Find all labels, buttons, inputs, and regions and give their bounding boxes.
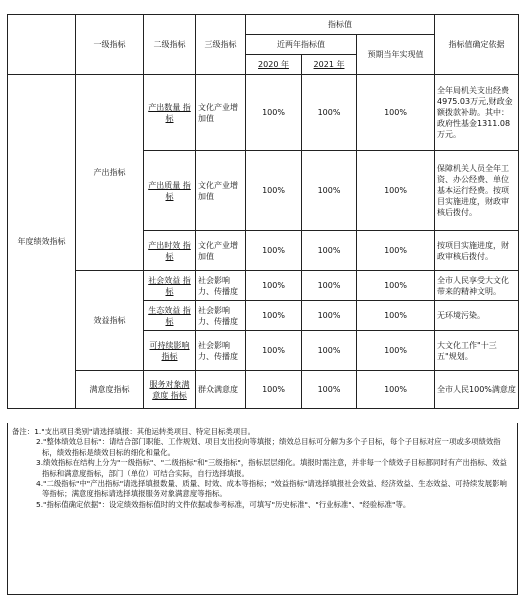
level2-cell: 产出时效 指标: [144, 231, 196, 271]
value-2021: 100%: [302, 271, 357, 301]
note-line: 3.绩效指标在结构上分为"一级指标"、"二级指标"和"三级指标"，指标层层细化。填报时需注意，并非每一个绩效子目标都同时有产出指标、效益指标和满意度指标，部门（单位）可结合实际，自行选择填报。: [36, 458, 507, 478]
level2-cell: 产出数量 指标: [144, 75, 196, 151]
table-row: [8, 75, 519, 151]
table-row: [8, 371, 519, 409]
value-2020: 100%: [246, 301, 302, 331]
note-line: 4."二级指标"中"产出指标"请选择填报数量、质量、时效、成本等指标；"效益指标"请选择填报社会效益、经济效益、生态效益、可持续发展影响等指标；满意度指标请选择填报服务对象满意度等指标。: [36, 479, 507, 499]
level1-satisfaction: 满意度指标: [76, 371, 144, 409]
value-2021: 100%: [302, 151, 357, 231]
header-year-2021: 2021 年: [302, 55, 357, 75]
notes-label: 备注：: [12, 427, 35, 436]
level3-cell: 文化产业增加值: [196, 75, 246, 151]
performance-indicator-table: [7, 14, 519, 409]
level3-cell: 社会影响力、传播度: [196, 301, 246, 331]
header-expected: 预期当年实现值: [357, 35, 435, 75]
header-level3: 三级指标: [196, 15, 246, 75]
value-2020: 100%: [246, 271, 302, 301]
note-line: 2."整体绩效总目标"：请结合部门职能、工作规划、项目支出投向等填报；绩效总目标可分解为多个子目标，每个子目标对应一项或多项绩效指标，绩效指标是绩效目标的细化和量化。: [36, 437, 501, 457]
level1-output: 产出指标: [76, 75, 144, 271]
basis-cell: 无环境污染。: [435, 301, 519, 331]
value-expected: 100%: [357, 151, 435, 231]
level2-cell: 可持续影响 指标: [144, 331, 196, 371]
value-2020: 100%: [246, 75, 302, 151]
basis-cell: 大文化工作"十三五"规划。: [435, 331, 519, 371]
corner-cell: [8, 15, 76, 75]
value-2021: 100%: [302, 301, 357, 331]
level1-benefit: 效益指标: [76, 271, 144, 371]
level3-cell: 文化产业增加值: [196, 151, 246, 231]
value-2020: 100%: [246, 151, 302, 231]
row-group-label: 年度绩效指标: [8, 75, 76, 409]
level2-cell: 产出质量 指标: [144, 151, 196, 231]
value-2021: 100%: [302, 371, 357, 409]
value-expected: 100%: [357, 75, 435, 151]
header-level1: 一级指标: [76, 15, 144, 75]
level3-cell: 文化产业增加值: [196, 231, 246, 271]
header-recent-two-years: 近两年指标值: [246, 35, 357, 55]
level2-cell: 服务对象满意度 指标: [144, 371, 196, 409]
value-expected: 100%: [357, 271, 435, 301]
basis-cell: 全年局机关支出经费4975.03万元,财政金额拨款补助。其中：政府性基金1311.08万元。: [435, 75, 519, 151]
header-year-2020: 2020 年: [246, 55, 302, 75]
header-level2: 二级指标: [144, 15, 196, 75]
value-2020: 100%: [246, 371, 302, 409]
note-line: 1."支出项目类别"请选择填报：其他运转类项目、特定目标类项目。: [34, 427, 255, 436]
value-2021: 100%: [302, 75, 357, 151]
note-line: 5."指标值确定依据"：设定绩效指标值时的文件依据或参考标准，可填写"历史标准"、"行业标准"、"经验标准"等。: [36, 499, 411, 509]
value-2021: 100%: [302, 231, 357, 271]
table-row: [8, 271, 519, 301]
value-expected: 100%: [357, 301, 435, 331]
notes-section: [7, 423, 518, 595]
value-expected: 100%: [357, 371, 435, 409]
basis-cell: 按项目实施进度，财政审核后拨付。: [435, 231, 519, 271]
value-2021: 100%: [302, 331, 357, 371]
basis-cell: 全市人民100%满意度: [435, 371, 519, 409]
basis-cell: 保障机关人员全年工资、办公经费、单位基本运行经费。按项目实施进度，财政审核后拨付。: [435, 151, 519, 231]
value-expected: 100%: [357, 331, 435, 371]
level3-cell: 社会影响力、传播度: [196, 331, 246, 371]
level2-cell: 社会效益 指标: [144, 271, 196, 301]
basis-cell: 全市人民享受大文化带来的精神文明。: [435, 271, 519, 301]
level2-cell: 生态效益 指标: [144, 301, 196, 331]
value-2020: 100%: [246, 331, 302, 371]
value-2020: 100%: [246, 231, 302, 271]
header-value: 指标值: [246, 15, 435, 35]
level3-cell: 社会影响力、传播度: [196, 271, 246, 301]
header-basis: 指标值确定依据: [435, 15, 519, 75]
value-expected: 100%: [357, 231, 435, 271]
level3-cell: 群众满意度: [196, 371, 246, 409]
